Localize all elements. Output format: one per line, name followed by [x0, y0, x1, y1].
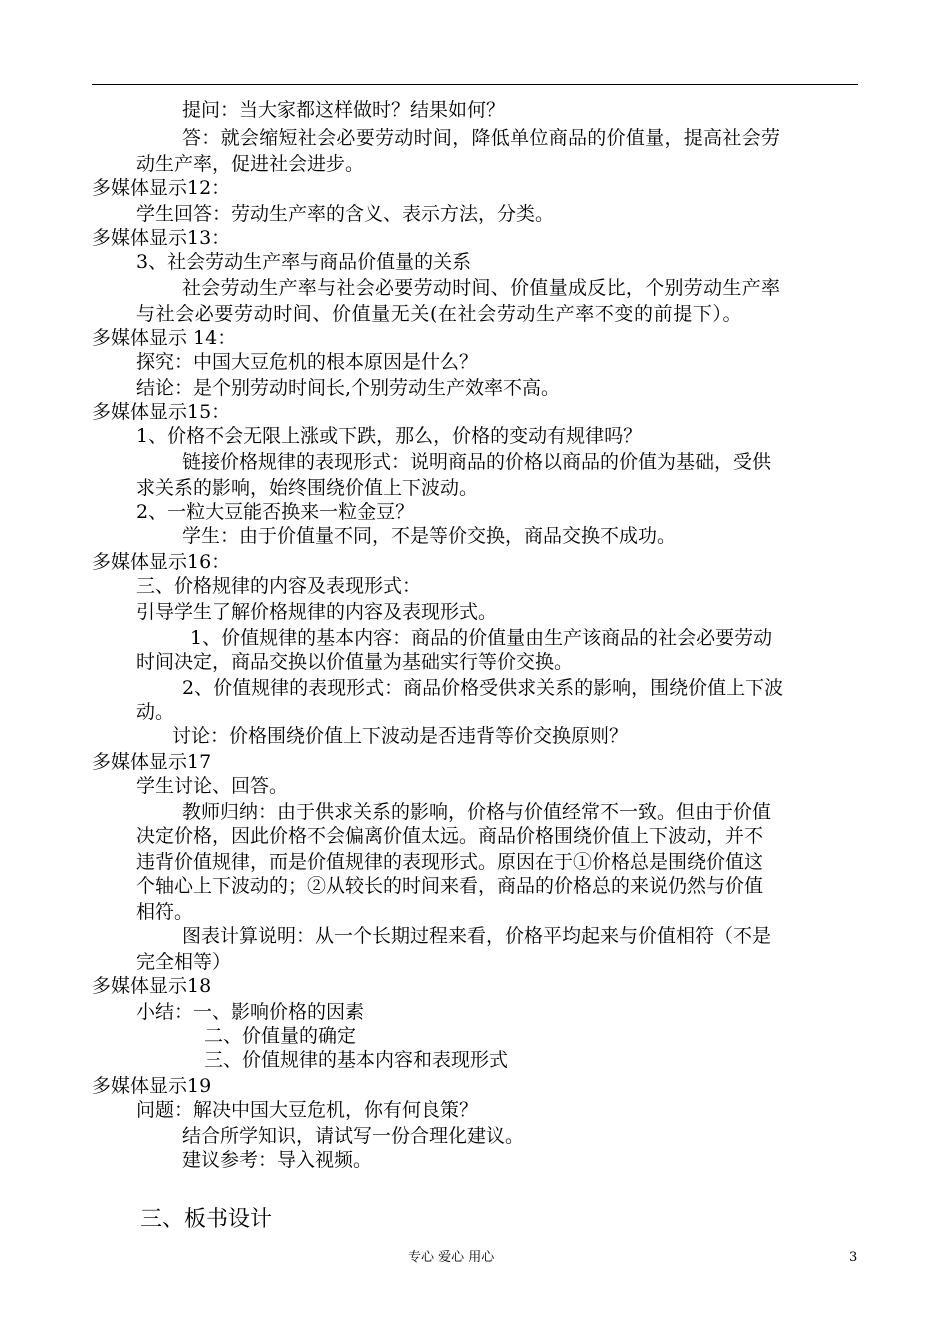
text-line: 二、价值量的确定: [204, 1025, 357, 1047]
multimedia-heading: 多媒体显示15：: [92, 401, 231, 423]
text-line: 小结：一、影响价格的因素: [136, 1001, 365, 1023]
text-line: 决定价格，因此价格不会偏离价值太远。商品价格围绕价值上下波动，并不: [136, 825, 764, 847]
text-line: 完全相等）: [136, 951, 232, 973]
text-line: 相符。: [136, 901, 194, 923]
text-line: 2、一粒大豆能否换来一粒金豆？: [136, 501, 415, 523]
multimedia-heading: 多媒体显示16：: [92, 551, 231, 573]
text-line: 讨论：价格围绕价值上下波动是否违背等价交换原则？: [172, 725, 629, 747]
text-line: 链接价格规律的表现形式：说明商品的价格以商品的价值为基础，受供: [182, 451, 772, 473]
text-line: 时间决定，商品交换以价值量为基础实行等价交换。: [136, 651, 574, 673]
text-line: 学生讨论、回答。: [136, 775, 289, 797]
multimedia-heading: 多媒体显示18: [92, 975, 212, 997]
text-line: 答：就会缩短社会必要劳动时间，降低单位商品的价值量，提高社会劳: [182, 127, 781, 149]
text-line: 结合所学知识，请试写一份合理化建议。: [182, 1125, 525, 1147]
text-line: 建议参考：导入视频。: [182, 1149, 373, 1171]
text-line: 问题：解决中国大豆危机，你有何良策？: [136, 1099, 479, 1121]
multimedia-heading: 多媒体显示12：: [92, 177, 231, 199]
text-line: 与社会必要劳动时间、价值量无关(在社会劳动生产率不变的前提下）。: [136, 303, 743, 325]
text-line: 引导学生了解价格规律的内容及表现形式。: [136, 601, 498, 623]
text-line: 求关系的影响，始终围绕价值上下波动。: [136, 477, 479, 499]
text-line: 教师归纳：由于供求关系的影响，价格与价值经常不一致。但由于价值: [182, 801, 772, 823]
multimedia-heading: 多媒体显示19: [92, 1075, 212, 1097]
text-line: 社会劳动生产率与社会必要劳动时间、价值量成反比，个别劳动生产率: [182, 277, 781, 299]
header-rule: [92, 84, 858, 85]
text-line: 个轴心上下波动的；②从较长的时间来看，商品的价格总的来说仍然与价值: [136, 875, 764, 897]
text-line: 3、社会劳动生产率与商品价值量的关系: [136, 251, 472, 273]
text-line: 动生产率，促进社会进步。: [136, 153, 365, 175]
page-number: 3: [849, 1250, 858, 1265]
text-line: 图表计算说明：从一个长期过程来看，价格平均起来与价值相符（不是: [182, 925, 772, 947]
text-line: 三、价格规律的内容及表现形式：: [136, 575, 422, 597]
text-line: 1、价值规律的基本内容：商品的价值量由生产该商品的社会必要劳动: [190, 627, 773, 649]
footer-motto: 专心 爱心 用心: [408, 1250, 495, 1265]
multimedia-heading: 多媒体显示13：: [92, 227, 231, 249]
text-line: 学生：由于价值量不同，不是等价交换，商品交换不成功。: [182, 525, 677, 547]
text-line: 结论：是个别劳动时间长,个别劳动生产效率不高。: [136, 377, 561, 399]
multimedia-heading: 多媒体显示17: [92, 751, 212, 773]
text-line: 动。: [136, 701, 175, 723]
text-line: 1、价格不会无限上涨或下跌，那么，价格的变动有规律吗？: [136, 425, 643, 447]
multimedia-heading: 多媒体显示 14：: [92, 327, 237, 349]
text-line: 2、价值规律的表现形式：商品价格受供求关系的影响，围绕价值上下波: [182, 677, 784, 699]
text-line: 违背价值规律，而是价值规律的表现形式。原因在于①价格总是围绕价值这: [136, 851, 764, 873]
text-line: 探究：中国大豆危机的根本原因是什么？: [136, 351, 479, 373]
text-line: 三、价值规律的基本内容和表现形式: [204, 1049, 509, 1071]
text-line: 提问：当大家都这样做时？结果如何？: [182, 99, 506, 121]
text-line: 学生回答：劳动生产率的含义、表示方法，分类。: [136, 203, 555, 225]
section-heading: 三、板书设计: [140, 1207, 273, 1232]
